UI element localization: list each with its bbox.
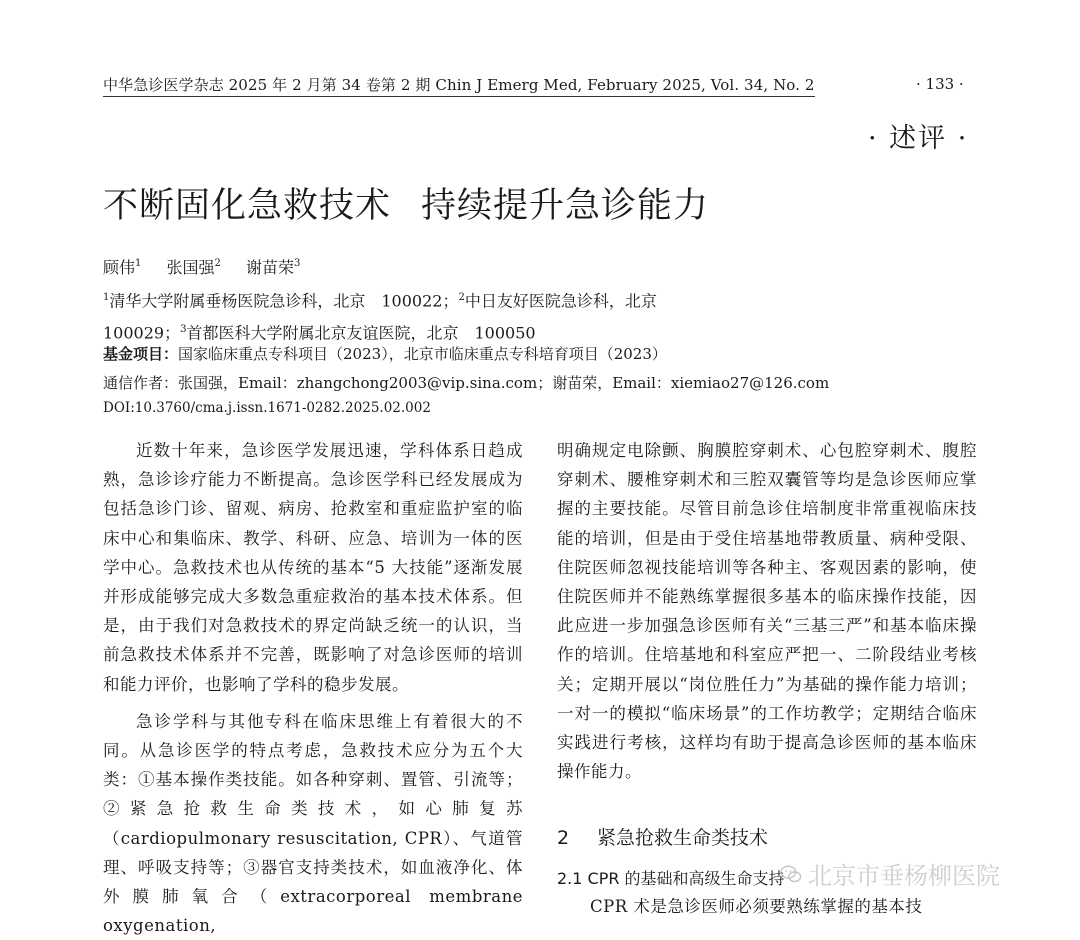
affil-num: 2 — [458, 292, 465, 303]
section-title: 紧急抢救生命类技术 — [597, 827, 769, 849]
doi: DOI:10.3760/cma.j.issn.1671-0282.2025.02.002 — [103, 400, 431, 416]
paragraph: CPR 术是急诊医师必须要熟练掌握的基本技 — [590, 897, 923, 916]
affiliations — [103, 283, 743, 348]
author-name: 顾伟 — [103, 258, 136, 277]
paragraph: 急诊学科与其他专科在临床思维上有着很大的不同。从急诊医学的特点考虑，急救技术应分为五个大类：①基本操作类技能。如各种穿刺、置管、引流等；②紧急抢救生命类技术，如心肺复苏（cardiopulmonary resuscitation, CPR）、气道管理、呼吸支持等；③器官支持类技术，如血液净化、体外膜肺氧合（extracorporeal membrane oxygenation, — [103, 711, 523, 936]
section-tag: · 述评 · — [868, 123, 969, 154]
wechat-icon — [780, 863, 802, 885]
author-aff: 2 — [214, 258, 221, 269]
paragraph: 近数十年来，急诊医学发展迅速，学科体系日趋成熟，急诊诊疗能力不断提高。急诊医学科已经发展成为包括急诊门诊、留观、病房、抢救室和重症监护室的临床中心和集临床、教学、科研、应急、培训为一体的医学中心。急救技术也从传统的基本“5 大技能”逐渐发展并形成能够完成大多数急重症救治的基本技术体系。但是，由于我们对急救技术的界定尚缺乏统一的认识，当前急救技术体系并不完善，既影响了对急诊医师的培训和能力评价，也影响了学科的稳步发展。 — [103, 441, 523, 694]
corr-text: 张国强，Email：zhangchong2003@vip.sina.com；谢苗荣，Email：xiemiao27@126.com — [178, 374, 830, 392]
author-name: 张国强 — [166, 258, 215, 277]
author-aff: 1 — [135, 258, 142, 269]
subsection-heading: 2.1 CPR 的基础和高级生命支持 — [557, 869, 785, 888]
affil-text: 中日友好医院急诊科，北京 100029； — [103, 291, 673, 343]
fund-text: 国家临床重点专科项目（2023），北京市临床重点专科培育项目（2023） — [178, 345, 667, 363]
paragraph: 明确规定电除颤、胸膜腔穿刺术、心包腔穿刺术、腹腔穿刺术、腰椎穿刺术和三腔双囊管等均是急诊医师应掌握的主要技能。尽管目前急诊住培制度非常重视临床技能的培训，但是由于受住培基地带教质量、病种受限、住院医师忽视技能培训等各种主、客观因素的影响，使住院医师并不能熟练掌握很多基本的临床操作技能，因此应进一步加强急诊医师有关“三基三严”和基本临床操作的培训。住培基地和科室应严把一、二阶段结业考核关；定期开展以“岗位胜任力”为基础的操作能力培训；一对一的模拟“临床场景”的工作坊教学；定期结合临床实践进行考核，这样均有助于提高急诊医师的基本临床操作能力。 — [557, 441, 977, 782]
watermark — [780, 856, 1000, 891]
section-number: 2 — [557, 827, 570, 849]
title-part-2: 持续提升急诊能力 — [421, 186, 710, 226]
affil-text: 首都医科大学附属北京友谊医院，北京 100050 — [186, 323, 536, 343]
article-title — [103, 178, 709, 228]
right-column — [557, 436, 977, 786]
page-number: · 133 · — [916, 75, 964, 93]
author-list — [103, 255, 300, 278]
affil-num: 1 — [103, 292, 110, 303]
section-heading — [557, 823, 768, 850]
author-name: 谢苗荣 — [245, 258, 294, 277]
author-aff: 3 — [293, 258, 301, 269]
left-column — [103, 436, 523, 940]
corresponding-line — [103, 372, 829, 393]
fund-label: 基金项目： — [103, 345, 179, 363]
running-head: 中华急诊医学杂志 2025 年 2 月第 34 卷第 2 期 Chin J Emerg Med, February 2025, Vol. 34, No. 2 — [103, 74, 815, 97]
corr-label: 通信作者： — [103, 374, 179, 392]
affil-text: 清华大学附属垂杨医院急诊科，北京 100022； — [109, 291, 459, 311]
title-part-1: 不断固化急救技术 — [103, 186, 392, 226]
affil-num: 3 — [180, 324, 187, 336]
fund-line — [103, 343, 667, 364]
watermark-text: 北京市垂杨柳医院 — [808, 862, 1000, 890]
